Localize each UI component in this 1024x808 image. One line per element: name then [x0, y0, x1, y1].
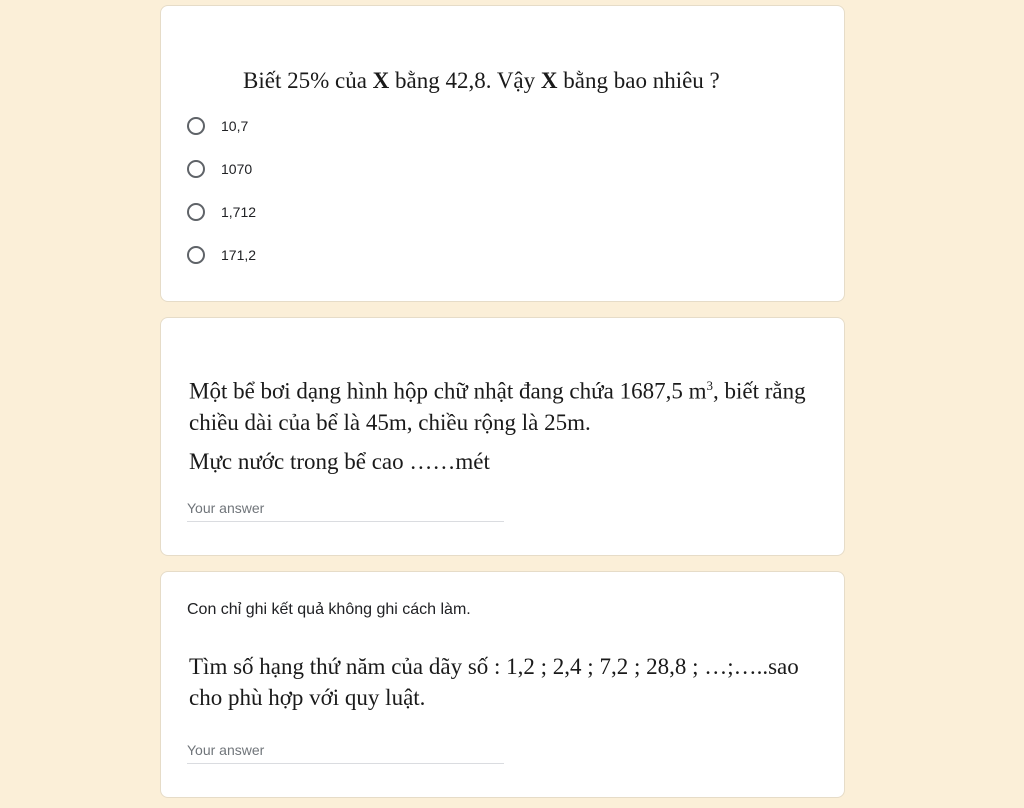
question-card-3 — [160, 571, 845, 798]
option-label: 10,7 — [221, 118, 249, 134]
question-2-text — [189, 370, 829, 438]
radio-circle-icon[interactable] — [187, 246, 205, 264]
question-1-prefix: Biết 25% của — [243, 68, 373, 93]
option-label: 171,2 — [221, 247, 257, 263]
option-1-712[interactable] — [187, 198, 256, 226]
question-1-suffix: bằng bao nhiêu ? — [557, 68, 720, 93]
question-1-text — [243, 65, 720, 96]
option-171-2[interactable] — [187, 241, 256, 269]
question-3-instruction: Con chỉ ghi kết quả không ghi cách làm. — [187, 601, 471, 618]
radio-circle-icon[interactable] — [187, 160, 205, 178]
question-card-1 — [160, 5, 845, 302]
question-1-variable-x-2: X — [540, 68, 558, 93]
question-2-prompt: Mực nước trong bể cao ……mét — [189, 449, 490, 474]
option-label: 1,712 — [221, 204, 257, 220]
answer-input-2[interactable] — [187, 496, 504, 522]
question-1-middle: bằng 42,8. Vậy — [389, 68, 541, 93]
radio-circle-icon[interactable] — [187, 203, 205, 221]
question-2-line1: Một bể bơi dạng hình hộp chữ nhật đang chứa 1687,5 m — [189, 378, 707, 404]
question-1-variable-x: X — [372, 68, 390, 93]
option-1070[interactable] — [187, 155, 252, 183]
question-2-superscript: 3 — [706, 378, 713, 393]
option-label: 1070 — [221, 161, 253, 177]
radio-circle-icon[interactable] — [187, 117, 205, 135]
option-10-7[interactable] — [187, 112, 248, 140]
question-3-text: Tìm số hạng thứ năm của dãy số : 1,2 ; 2,4 ; 7,2 ; 28,8 ; …;…..sao cho phù hợp với quy luật. — [189, 654, 799, 710]
answer-input-3[interactable] — [187, 738, 504, 764]
question-card-2 — [160, 317, 845, 556]
question-2-line1-end: , biết rằng chiều dài của bể là 45m, chiều rộng là 25m. — [189, 378, 806, 435]
